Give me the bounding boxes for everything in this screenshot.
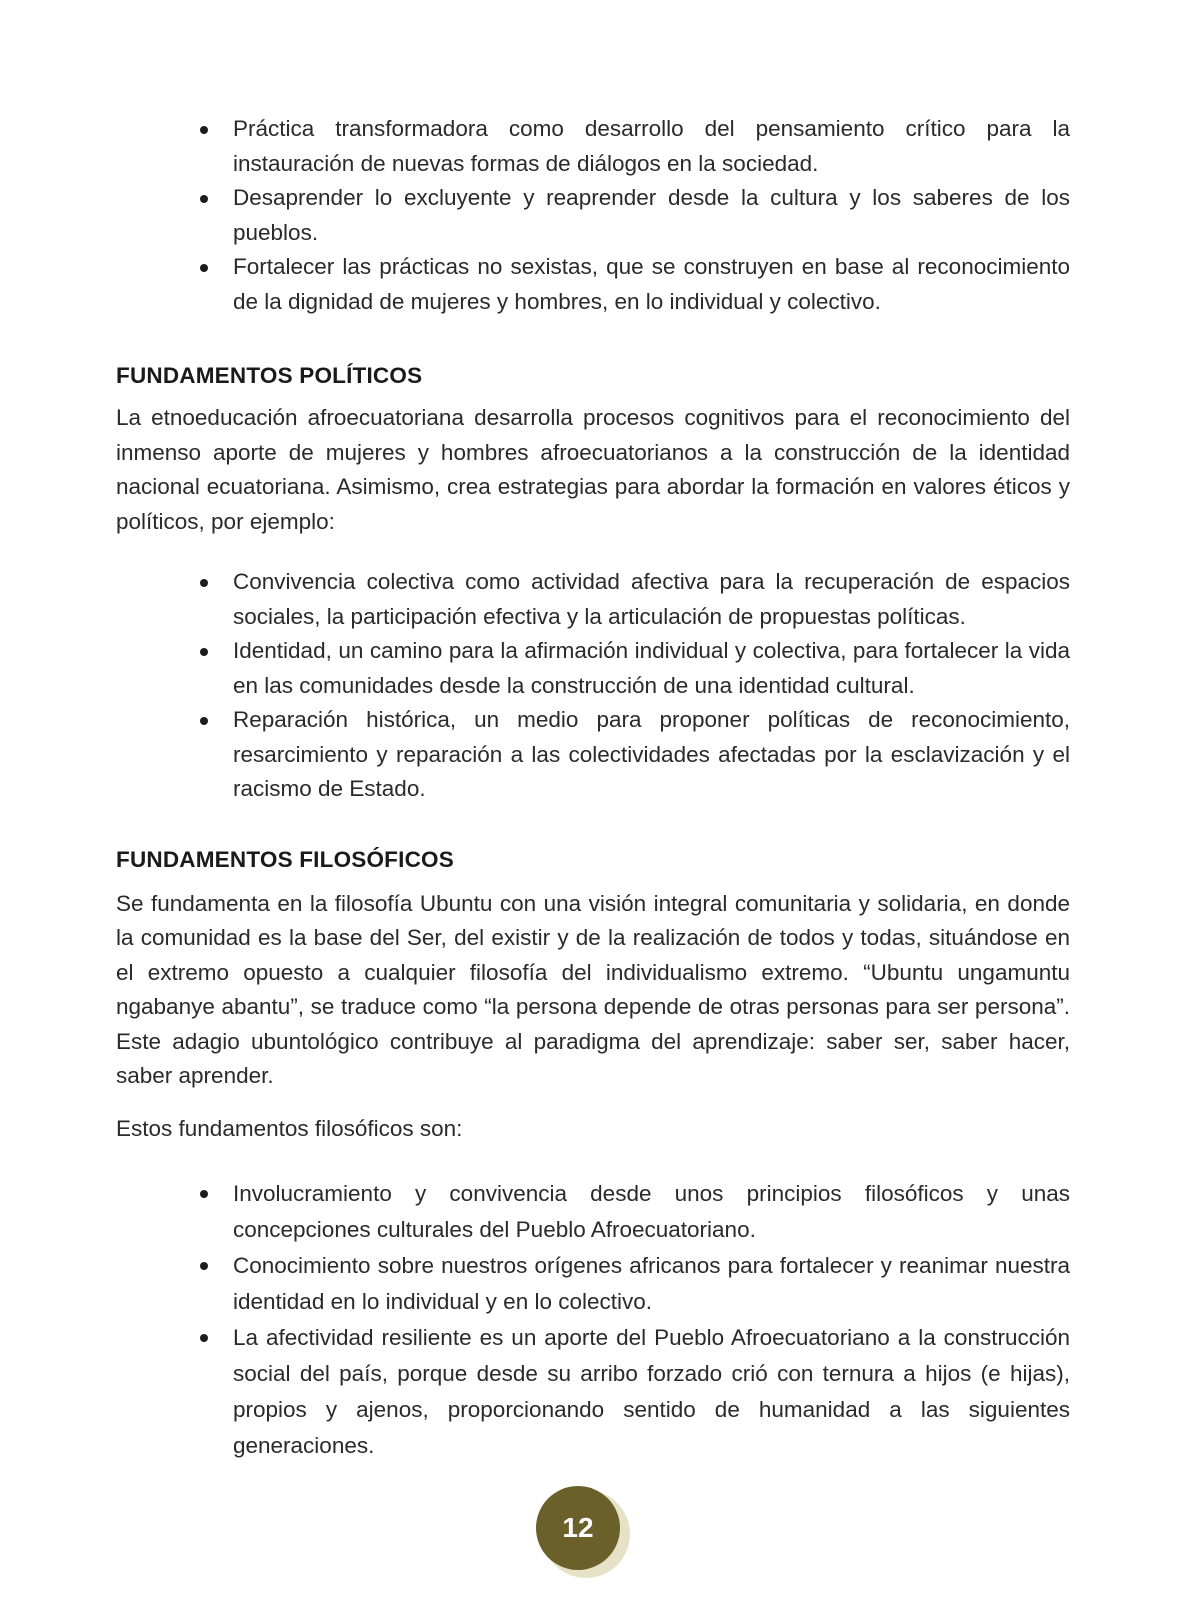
- section-heading-politicos: FUNDAMENTOS POLÍTICOS: [116, 363, 423, 388]
- list-item: Reparación histórica, un medio para proponer políticas de reconocimiento, resarcimiento y reparación a las colectividades afectadas por la esclavización y el racismo de Estado.: [233, 703, 1070, 807]
- list-item: Conocimiento sobre nuestros orígenes africanos para fortalecer y reanimar nuestra identidad en lo individual y en lo colectivo.: [233, 1248, 1070, 1320]
- list-item: Identidad, un camino para la afirmación individual y colectiva, para fortalecer la vida en las comunidades desde la construcción de una identidad cultural.: [233, 634, 1070, 703]
- section-paragraph-politicos: La etnoeducación afroecuatoriana desarrolla procesos cognitivos para el reconocimiento del inmenso aporte de mujeres y hombres afroecuatorianos a la construcción de la identidad nacional ecuatoriana. Asimismo, crea estrategias para abordar la formación en valores éticos y políticos, por ejemplo:: [116, 405, 1070, 534]
- bullet-list-intro: [116, 112, 1070, 319]
- section-intro-filosoficos: Estos fundamentos filosóficos son:: [116, 1115, 463, 1141]
- bullet-list-filosoficos: [116, 1176, 1070, 1464]
- document-page: [116, 112, 1070, 1464]
- list-item: Involucramiento y convivencia desde unos principios filosóficos y unas concepciones culturales del Pueblo Afroecuatoriano.: [233, 1176, 1070, 1248]
- list-item: Práctica transformadora como desarrollo del pensamiento crítico para la instauración de nuevas formas de diálogos en la sociedad.: [233, 112, 1070, 181]
- section-heading-filosoficos: FUNDAMENTOS FILOSÓFICOS: [116, 846, 454, 872]
- list-item: Fortalecer las prácticas no sexistas, que se construyen en base al reconocimiento de la dignidad de mujeres y hombres, en lo individual y colectivo.: [233, 250, 1070, 319]
- list-item: Desaprender lo excluyente y reaprender desde la cultura y los saberes de los pueblos.: [233, 181, 1070, 250]
- list-item: La afectividad resiliente es un aporte del Pueblo Afroecuatoriano a la construcción social del país, porque desde su arribo forzado crió con ternura a hijos (e hijas), propios y ajenos, proporcionando sentido de humanidad a las siguientes generaciones.: [233, 1320, 1070, 1464]
- section-paragraph-filosoficos: Se fundamenta en la filosofía Ubuntu con una visión integral comunitaria y solidaria, en donde la comunidad es la base del Ser, del existir y de la realización de todos y todas, situándose en el extremo opuesto a cualquier filosofía del individualismo extremo. “Ubuntu ungamuntu ngabanye abantu”, se traduce como “la persona depende de otras personas para ser persona”. Este adagio ubuntológico contribuye al paradigma del aprendizaje: saber ser, saber hacer, saber aprender.: [116, 890, 1070, 1088]
- page-number-badge: [536, 1486, 634, 1578]
- bullet-list-politicos: [116, 565, 1070, 807]
- list-item: Convivencia colectiva como actividad afectiva para la recuperación de espacios sociales, la participación efectiva y la articulación de propuestas políticas.: [233, 565, 1070, 634]
- page-number: 12: [536, 1486, 620, 1570]
